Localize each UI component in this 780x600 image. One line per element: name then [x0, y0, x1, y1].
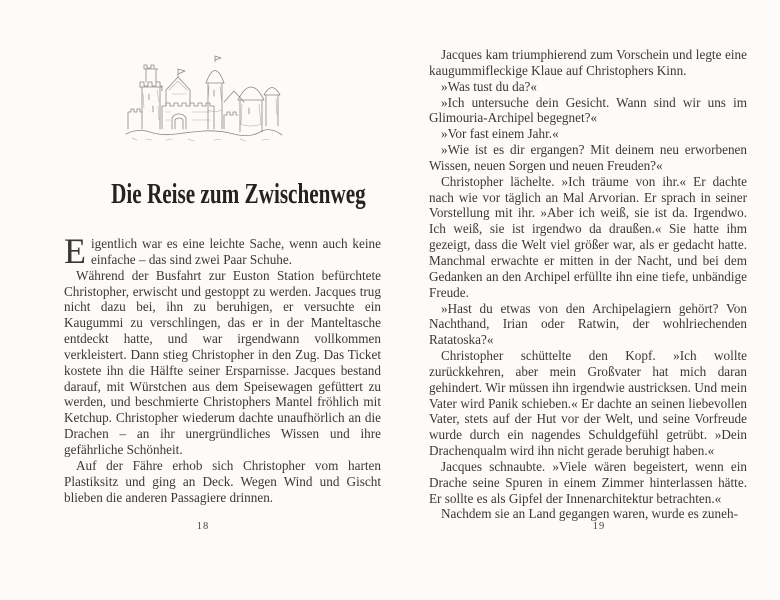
paragraph: »Ich untersuche dein Gesicht. Wann sind wir uns im Glimouria-Archipel begegnet?« [429, 94, 747, 126]
castle-illustration [122, 54, 286, 146]
paragraph: Jacques schnaubte. »Viele wären begeistert, wenn ein Drache seine Spuren in einem Zimmer hinterlassen hätte. Er sollte es als Gipfel der Innenarchitektur betrachten.« [429, 458, 747, 506]
page-number-left: 18 [196, 521, 210, 532]
paragraph: Christopher lächelte. »Ich träume von ihr.« Er dachte nach wie vor täglich an Mal Arvorian. Er sprach in seiner Vorstellung mit ihr. »Aber ich weiß, sie ist da. Irgendwo. Ich weiß, sie ist irgendwo da draußen.« Sie hatte ihm gezeigt, dass die Welt viel größer war, als er gedacht hatte. Manchmal erwachte er mitten in der Nacht, und bei dem Gedanken an den Archipel erfüllte ihn eine tiefe, unbändige Freude. [429, 173, 747, 300]
paragraph: Christopher schüttelte den Kopf. »Ich wollte zurückkehren, aber mein Großvater hat mich daran gehindert. Wir müssen ihn irgendwie austricksen. Und mein Vater wird Panik schieben.« Er dachte an seinen liebevollen Vater, stets auf der Hut vor der Welt, und seine Vorfreude wurde durch ein nagendes Schuldgefühl getrübt. »Dein Drachenqualm wird ihn nicht gerade beruhigt haben.« [429, 348, 747, 459]
right-page-body [429, 47, 747, 522]
castle-sketch-icon [122, 54, 286, 146]
chapter-title: Die Reise zum Zwischenweg [111, 178, 366, 210]
paragraph: »Hast du etwas von den Archipelagiern gehört? Von Nachthand, Irian oder Ratwin, der wohlriechenden Ratatoska?« [429, 300, 747, 348]
paragraph: Nachdem sie an Land gegangen waren, wurde es zuneh- [441, 506, 738, 522]
paragraph: Während der Busfahrt zur Euston Station befürchtete Christopher, erwischt und gestoppt zu werden. Jacques trug nicht dazu bei, ihn zu beruhigen, er versuchte ein Kaugummi zu verschlingen, das er in der Manteltasche entdeckt hatte, und war irgendwann vollkommen verkleistert. Dann stieg Christopher in den Zug. Das Ticket kostete ihn die Hälfte seiner Ersparnisse. Jacques bestand darauf, mit Würstchen aus dem Speisewagen gefüttert zu werden, und beschmierte Christophers Mantel fröhlich mit Ketchup. Christopher wiederum dachte unaufhörlich an die Drachen – an ihr unergründliches Wissen und ihre gefährliche Schönheit. [64, 267, 381, 457]
intro-paragraph [64, 231, 381, 271]
drop-cap: E [64, 231, 86, 271]
intro-paragraph-text: igentlich war es eine leichte Sache, wenn auch keine einfache – das sind zwei Paar Schuhe. [91, 236, 381, 267]
right-page [429, 0, 747, 600]
paragraph: »Was tust du da?« [441, 78, 537, 94]
left-page-body [64, 231, 381, 505]
paragraph: Auf der Fähre erhob sich Christopher vom harten Plastiksitz und ging an Deck. Wegen Wind und Gischt blieben die anderen Passagiere drinnen. [64, 457, 381, 505]
left-page [64, 0, 381, 600]
page-number-right: 19 [592, 521, 606, 532]
paragraph: Jacques kam triumphierend zum Vorschein und legte eine kaugummifleckige Klaue auf Christophers Kinn. [429, 47, 747, 78]
paragraph: »Vor fast einem Jahr.« [441, 126, 559, 142]
paragraph: »Wie ist es dir ergangen? Mit deinem neu erworbenen Wissen, neuen Sorgen und neuen Freuden?« [429, 142, 747, 173]
